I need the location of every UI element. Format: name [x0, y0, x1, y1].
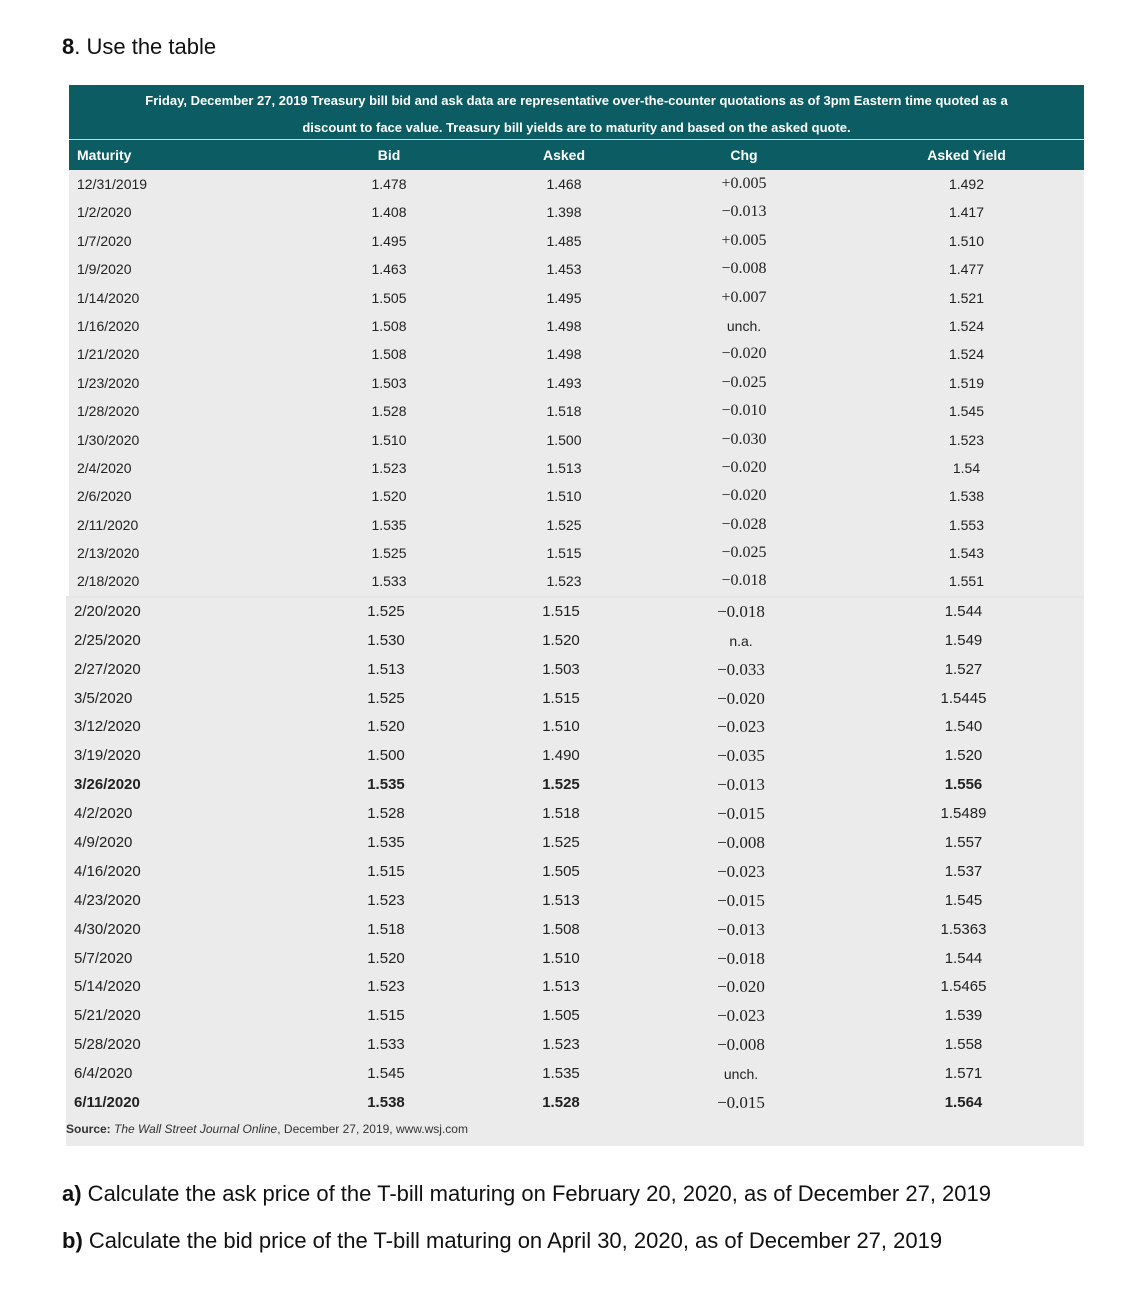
chg-cell: −0.015: [717, 804, 765, 824]
maturity-cell: 1/28/2020: [77, 403, 140, 420]
maturity-cell: 3/19/2020: [74, 747, 141, 765]
asked-yield-cell: 1.521: [948, 289, 985, 306]
maturity-cell: 1/7/2020: [77, 232, 132, 249]
asked-yield-cell: 1.571: [944, 1065, 983, 1083]
caption-line-1: Friday, December 27, 2019 Treasury bill bid and ask data are representative over-the-counter quotations as of 3pm Eastern time quoted as a: [145, 93, 1008, 108]
header-bid: Bid: [377, 147, 401, 163]
bid-cell: 1.520: [371, 488, 407, 505]
chg-cell: −0.008: [721, 260, 767, 278]
asked-yield-cell: 1.519: [948, 374, 985, 391]
asked-cell: 1.468: [546, 176, 582, 192]
bid-cell: 1.463: [371, 261, 407, 278]
asked-yield-cell: 1.556: [944, 776, 983, 794]
chg-cell: unch.: [723, 1066, 759, 1083]
question-intro: . Use the table: [74, 34, 217, 59]
maturity-cell: 6/4/2020: [74, 1065, 133, 1083]
source-publication: The Wall Street Journal Online: [114, 1121, 278, 1136]
table-row: [66, 627, 1084, 656]
asked-yield-cell: 1.510: [948, 232, 985, 249]
maturity-cell: 1/21/2020: [77, 346, 140, 363]
chg-cell: −0.015: [717, 1093, 765, 1112]
maturity-cell: 2/4/2020: [77, 459, 132, 476]
maturity-cell: 5/7/2020: [74, 949, 133, 967]
chg-cell: −0.028: [721, 515, 767, 533]
asked-yield-cell: 1.553: [948, 516, 985, 533]
chg-cell: −0.025: [721, 373, 767, 391]
bid-cell: 1.535: [367, 833, 405, 851]
bid-cell: 1.520: [367, 949, 405, 967]
table-row: [69, 454, 1084, 482]
maturity-cell: 12/31/2019: [77, 176, 148, 192]
table-row: [69, 397, 1084, 425]
chg-cell: −0.020: [717, 977, 765, 997]
table-row: [66, 598, 1084, 627]
asked-yield-cell: 1.5465: [940, 978, 987, 996]
table-row: [66, 771, 1084, 800]
maturity-cell: 1/23/2020: [77, 374, 140, 391]
source-label: Source:: [66, 1121, 111, 1136]
maturity-cell: 4/23/2020: [74, 891, 141, 909]
bid-cell: 1.523: [367, 891, 405, 909]
chg-cell: −0.020: [721, 345, 767, 363]
maturity-cell: 1/9/2020: [77, 261, 132, 278]
bid-cell: 1.528: [371, 403, 407, 420]
bid-cell: 1.510: [371, 431, 407, 448]
maturity-cell: 4/16/2020: [74, 862, 141, 880]
table-header: [69, 139, 1084, 170]
asked-cell: 1.510: [546, 488, 582, 505]
table-row: [69, 340, 1084, 368]
asked-yield-cell: 1.549: [944, 631, 983, 649]
question-b: [62, 1228, 942, 1254]
asked-cell: 1.515: [542, 689, 580, 707]
table-row: [66, 1060, 1084, 1089]
asked-yield-cell: 1.524: [948, 346, 985, 363]
asked-cell: 1.523: [546, 573, 582, 590]
table-row: [66, 973, 1084, 1002]
maturity-cell: 2/25/2020: [74, 631, 141, 649]
asked-cell: 1.525: [542, 776, 580, 794]
table-row: [66, 945, 1084, 974]
table-caption: [69, 85, 1084, 139]
bid-cell: 1.513: [367, 660, 405, 678]
maturity-cell: 4/9/2020: [74, 833, 133, 851]
asked-yield-cell: 1.551: [948, 573, 985, 590]
maturity-cell: 1/16/2020: [77, 317, 140, 334]
asked-cell: 1.513: [542, 891, 580, 909]
chg-cell: n.a.: [729, 632, 753, 649]
asked-cell: 1.500: [546, 431, 582, 448]
table-row: [69, 482, 1084, 510]
table-row: [69, 426, 1084, 454]
table-row: [66, 685, 1084, 714]
bid-cell: 1.530: [367, 631, 405, 649]
bid-cell: 1.505: [371, 289, 407, 306]
asked-cell: 1.518: [546, 403, 582, 420]
maturity-cell: 5/28/2020: [74, 1036, 141, 1054]
chg-cell: unch.: [726, 317, 762, 334]
asked-cell: 1.485: [546, 232, 582, 249]
chg-cell: −0.013: [721, 203, 767, 221]
bid-cell: 1.515: [367, 1007, 405, 1025]
asked-yield-cell: 1.54: [952, 459, 981, 476]
bid-cell: 1.525: [371, 545, 407, 562]
chg-cell: −0.033: [717, 659, 765, 679]
table-row: [66, 887, 1084, 916]
question-b-label: b): [62, 1228, 83, 1253]
table-row: [69, 312, 1084, 340]
asked-cell: 1.493: [546, 374, 582, 391]
table-row: [66, 713, 1084, 742]
header-chg: Chg: [730, 147, 758, 163]
maturity-cell: 6/11/2020: [74, 1094, 140, 1111]
chg-cell: −0.023: [717, 717, 765, 737]
maturity-cell: 3/12/2020: [74, 718, 141, 736]
maturity-cell: 4/2/2020: [74, 805, 133, 823]
asked-yield-cell: 1.492: [948, 176, 985, 192]
maturity-cell: 2/18/2020: [77, 573, 140, 590]
chg-cell: −0.015: [717, 890, 765, 910]
asked-yield-cell: 1.5445: [940, 689, 987, 707]
asked-yield-cell: 1.527: [944, 660, 983, 678]
asked-cell: 1.510: [542, 949, 580, 967]
chg-cell: −0.008: [717, 832, 765, 852]
bid-cell: 1.533: [367, 1036, 405, 1054]
table-row: [66, 1089, 1084, 1118]
asked-cell: 1.508: [542, 920, 580, 938]
chg-cell: −0.013: [717, 919, 765, 939]
asked-yield-cell: 1.545: [948, 403, 985, 420]
bid-cell: 1.408: [371, 204, 407, 221]
asked-yield-cell: 1.557: [944, 833, 983, 851]
chg-cell: −0.018: [717, 601, 765, 621]
maturity-cell: 5/21/2020: [74, 1007, 141, 1025]
chg-cell: +0.005: [721, 231, 767, 249]
asked-cell: 1.495: [546, 289, 582, 306]
asked-yield-cell: 1.537: [944, 862, 983, 880]
bid-cell: 1.545: [367, 1065, 405, 1083]
chg-cell: −0.013: [717, 775, 765, 795]
asked-yield-cell: 1.564: [944, 1094, 983, 1111]
bid-cell: 1.535: [367, 776, 405, 794]
table-row: [66, 1002, 1084, 1031]
asked-yield-cell: 1.539: [944, 1007, 983, 1025]
asked-cell: 1.515: [542, 602, 580, 620]
asked-yield-cell: 1.540: [944, 718, 983, 736]
bid-cell: 1.508: [371, 346, 407, 363]
asked-yield-cell: 1.477: [948, 261, 985, 278]
asked-cell: 1.523: [542, 1036, 580, 1054]
maturity-cell: 1/14/2020: [77, 289, 140, 306]
treasury-table-panel: [66, 85, 1084, 1146]
chg-cell: −0.025: [721, 544, 767, 562]
table-row: [69, 227, 1084, 255]
maturity-cell: 2/13/2020: [77, 545, 140, 562]
source-note: [66, 1118, 1084, 1146]
asked-cell: 1.525: [542, 833, 580, 851]
table-row: [69, 255, 1084, 283]
table-row: [69, 170, 1084, 198]
table-row: [69, 369, 1084, 397]
chg-cell: −0.018: [721, 572, 767, 590]
maturity-cell: 3/26/2020: [74, 776, 141, 794]
table-row: [66, 1031, 1084, 1060]
chg-cell: +0.007: [721, 288, 767, 306]
asked-yield-cell: 1.543: [948, 545, 985, 562]
asked-yield-cell: 1.558: [944, 1036, 983, 1054]
bid-cell: 1.528: [367, 805, 405, 823]
asked-yield-cell: 1.524: [948, 317, 985, 334]
bid-cell: 1.538: [367, 1094, 405, 1111]
maturity-cell: 4/30/2020: [74, 920, 141, 938]
asked-cell: 1.513: [546, 459, 582, 476]
maturity-cell: 3/5/2020: [74, 689, 133, 707]
chg-cell: −0.030: [721, 430, 767, 448]
asked-cell: 1.518: [542, 805, 580, 823]
bid-cell: 1.515: [367, 862, 405, 880]
table-row: [66, 858, 1084, 887]
header-maturity: Maturity: [77, 147, 132, 163]
asked-yield-cell: 1.544: [944, 949, 983, 967]
maturity-cell: 1/30/2020: [77, 431, 140, 448]
asked-yield-cell: 1.5363: [940, 920, 987, 938]
question-heading: [62, 34, 216, 60]
bid-cell: 1.525: [367, 689, 405, 707]
bid-cell: 1.520: [367, 718, 405, 736]
chg-cell: −0.010: [721, 402, 767, 420]
table-row: [66, 656, 1084, 685]
table-row: [69, 198, 1084, 226]
chg-cell: −0.035: [717, 746, 765, 766]
asked-yield-cell: 1.520: [944, 747, 983, 765]
asked-yield-cell: 1.5489: [940, 805, 987, 823]
asked-cell: 1.528: [542, 1094, 580, 1111]
asked-cell: 1.535: [542, 1065, 580, 1083]
bid-cell: 1.495: [371, 232, 407, 249]
caption-line-2: discount to face value. Treasury bill yields are to maturity and based on the asked quote.: [302, 120, 851, 135]
bid-cell: 1.535: [371, 516, 407, 533]
table-row: [66, 916, 1084, 945]
bid-cell: 1.518: [367, 920, 405, 938]
table-row: [66, 829, 1084, 858]
maturity-cell: 5/14/2020: [74, 978, 141, 996]
bid-cell: 1.500: [367, 747, 405, 765]
asked-cell: 1.515: [546, 545, 582, 562]
bid-cell: 1.525: [367, 602, 405, 620]
bid-cell: 1.523: [367, 978, 405, 996]
chg-cell: −0.020: [717, 688, 765, 708]
asked-yield-cell: 1.544: [944, 602, 983, 620]
asked-cell: 1.505: [542, 1007, 580, 1025]
question-a-label: a): [62, 1181, 82, 1206]
asked-cell: 1.520: [542, 631, 580, 649]
question-number: 8: [62, 34, 75, 59]
asked-cell: 1.503: [542, 660, 580, 678]
chg-cell: +0.005: [721, 175, 767, 192]
maturity-cell: 2/20/2020: [74, 602, 141, 620]
chg-cell: −0.008: [717, 1035, 765, 1055]
question-b-text: Calculate the bid price of the T-bill maturing on April 30, 2020, as of December 27, 2019: [82, 1228, 943, 1253]
asked-cell: 1.498: [546, 317, 582, 334]
maturity-cell: 2/6/2020: [77, 488, 132, 505]
question-a: [62, 1181, 991, 1207]
maturity-cell: 1/2/2020: [77, 204, 132, 221]
maturity-cell: 2/11/2020: [77, 516, 139, 533]
asked-cell: 1.510: [542, 718, 580, 736]
asked-cell: 1.453: [546, 261, 582, 278]
chg-cell: −0.018: [717, 948, 765, 968]
maturity-cell: 2/27/2020: [74, 660, 141, 678]
table-row: [69, 284, 1084, 312]
bid-cell: 1.523: [371, 459, 407, 476]
chg-cell: −0.020: [721, 487, 767, 505]
bid-cell: 1.503: [371, 374, 407, 391]
asked-yield-cell: 1.523: [948, 431, 985, 448]
table-row: [69, 567, 1084, 595]
asked-cell: 1.505: [542, 862, 580, 880]
chg-cell: −0.020: [721, 458, 767, 476]
asked-cell: 1.398: [546, 204, 582, 221]
bid-cell: 1.508: [371, 317, 407, 334]
question-a-text: Calculate the ask price of the T-bill maturing on February 20, 2020, as of December 27, 2019: [81, 1181, 991, 1206]
asked-cell: 1.490: [542, 747, 580, 765]
header-asked: Asked: [542, 147, 586, 163]
table-row: [69, 511, 1084, 539]
table-row: [66, 800, 1084, 829]
bid-cell: 1.478: [371, 176, 407, 192]
asked-yield-cell: 1.538: [948, 488, 985, 505]
asked-cell: 1.498: [546, 346, 582, 363]
chg-cell: −0.023: [717, 1006, 765, 1026]
table-row: [66, 742, 1084, 771]
asked-yield-cell: 1.545: [944, 891, 983, 909]
source-details: , December 27, 2019, www.wsj.com: [277, 1121, 468, 1136]
chg-cell: −0.023: [717, 861, 765, 881]
table-body-top: [69, 170, 1084, 596]
asked-yield-cell: 1.417: [948, 204, 985, 221]
asked-cell: 1.513: [542, 978, 580, 996]
asked-cell: 1.525: [546, 516, 582, 533]
table-body-bottom: [66, 596, 1084, 1118]
table-row: [69, 539, 1084, 567]
header-asked-yield: Asked Yield: [927, 147, 1006, 163]
bid-cell: 1.533: [371, 573, 407, 590]
